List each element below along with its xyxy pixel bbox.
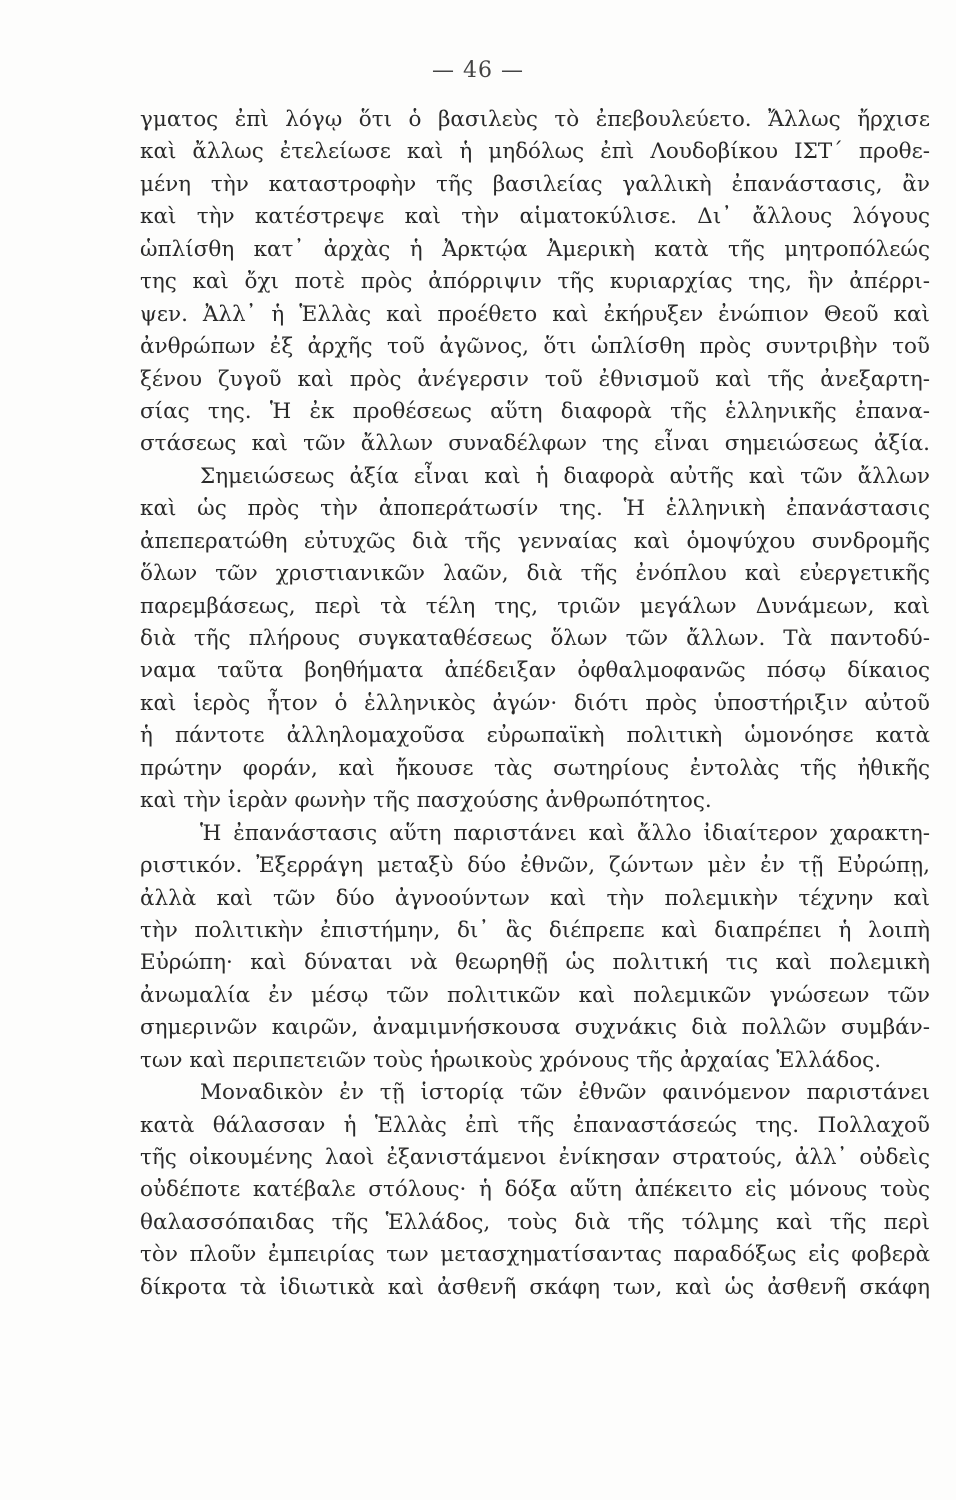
- text-line: των καὶ περιπετειῶν τοὺς ἡρωικοὺς χρόνους τῆς ἀρχαίας Ἑλλάδος.: [140, 1047, 882, 1073]
- text-line: διὰ τῆς πλήρους συγκαταθέσεως ὅλων τῶν ἄλλων. Τὰ παντοδύ-: [140, 626, 930, 651]
- text-line: ἀνωμαλία ἐν μέσῳ τῶν πολιτικῶν καὶ πολεμικῶν γνώσεων τῶν: [140, 982, 930, 1008]
- text-line: ἀνθρώπων ἐξ ἀρχῆς τοῦ ἀγῶνος, ὅτι ὡπλίσθη πρὸς συντριβὴν τοῦ: [140, 334, 930, 360]
- text-line: οὐδέποτε κατέβαλε στόλους· ἡ δόξα αὕτη ἀπέκειτο εἰς μόνους τοὺς: [140, 1177, 930, 1203]
- text-line: ἀλλὰ καὶ τῶν δύο ἀγνοούντων καὶ τὴν πολεμικὴν τέχνην καὶ: [140, 885, 930, 911]
- text-line: σημερινῶν καιρῶν, ἀναμιμνήσκουσα συχνάκις διὰ πολλῶν συμβάν-: [140, 1015, 930, 1041]
- text-line: κατὰ θάλασσαν ἡ Ἑλλὰς ἐπὶ τῆς ἐπαναστάσεώς της. Πολλαχοῦ: [140, 1112, 930, 1138]
- text-line: ἡ πάντοτε ἀλληλομαχοῦσα εὐρωπαϊκὴ πολιτικὴ ὡμονόησε κατὰ: [140, 723, 930, 749]
- text-line: καὶ τὴν κατέστρεψε καὶ τὴν αἱματοκύλισε. Δι᾿ ἄλλους λόγους: [140, 204, 930, 230]
- text-line: γματος ἐπὶ λόγῳ ὅτι ὁ βασιλεὺς τὸ ἐπεβουλεύετο. Ἄλλως ἤρχισε: [140, 107, 930, 132]
- text-line: δίκροτα τὰ ἰδιωτικὰ καὶ ἀσθενῆ σκάφη των, καὶ ὡς ἀσθενῆ σκάφη: [140, 1274, 930, 1300]
- text-line: θαλασσόπαιδας τῆς Ἑλλάδος, τοὺς διὰ τῆς τόλμης καὶ τῆς περὶ: [140, 1209, 930, 1235]
- text-line: σίας της. Ἡ ἐκ προθέσεως αὕτη διαφορὰ τῆς ἑλληνικῆς ἐπανα-: [140, 398, 930, 424]
- text-line: παρεμβάσεως, περὶ τὰ τέλη της, τριῶν μεγάλων Δυνάμεων, καὶ: [140, 593, 930, 619]
- text-line: καὶ ἄλλως ἐτελείωσε καὶ ἡ μηδόλως ἐπὶ Λουδοβίκου ΙΣΤ΄ προθε-: [140, 139, 930, 165]
- text-line: τῆς οἰκουμένης λαοὶ ἐξανιστάμενοι ἐνίκησαν στρατούς, ἀλλ᾿ οὐδεὶς: [140, 1145, 930, 1170]
- text-line: ψεν. Ἀλλ᾿ ἡ Ἑλλὰς καὶ προέθετο καὶ ἐκήρυξεν ἐνώπιον Θεοῦ καὶ: [140, 301, 930, 327]
- text-line: Σημειώσεως ἀξία εἶναι καὶ ἡ διαφορὰ αὐτῆς καὶ τῶν ἄλλων: [200, 463, 930, 489]
- text-line: ὡπλίσθη κατ᾿ ἀρχὰς ἡ Ἀρκτῴα Ἀμερικὴ κατὰ τῆς μητροπόλεώς: [140, 236, 930, 262]
- text-line: καὶ τὴν ἱερὰν φωνὴν τῆς πασχούσης ἀνθρωπότητος.: [140, 788, 712, 814]
- text-line: πρώτην φοράν, καὶ ἤκουσε τὰς σωτηρίους ἐντολὰς τῆς ἠθικῆς: [140, 755, 930, 781]
- text-line: Εὐρώπη· καὶ δύναται νὰ θεωρηθῇ ὡς πολιτική τις καὶ πολεμικὴ: [140, 950, 930, 976]
- text-line: ναμα ταῦτα βοηθήματα ἀπέδειξαν ὀφθαλμοφανῶς πόσῳ δίκαιος: [140, 658, 930, 684]
- text-line: Ἡ ἐπανάστασις αὕτη παριστάνει καὶ ἄλλο ἰδιαίτερον χαρακτη-: [200, 820, 930, 846]
- body-text: [140, 104, 930, 1304]
- text-line: τὸν πλοῦν ἐμπειρίας των μετασχηματίσαντας παραδόξως εἰς φοβερὰ: [140, 1242, 930, 1268]
- text-line: ξένου ζυγοῦ καὶ πρὸς ἀνέγερσιν τοῦ ἐθνισμοῦ καὶ τῆς ἀνεξαρτη-: [140, 366, 930, 392]
- text-line: Μοναδικὸν ἐν τῇ ἱστορίᾳ τῶν ἐθνῶν φαινόμενον παριστάνει: [200, 1080, 930, 1106]
- text-line: στάσεως καὶ τῶν ἄλλων συναδέλφων της εἶναι σημειώσεως ἀξία.: [140, 431, 930, 457]
- text-line: ἀπεπερατώθη εὐτυχῶς διὰ τῆς γενναίας καὶ ὁμοψύχου συνδρομῆς: [140, 528, 930, 554]
- text-line: ὅλων τῶν χριστιανικῶν λαῶν, διὰ τῆς ἐνόπλου καὶ εὐεργετικῆς: [140, 561, 930, 587]
- text-line: ριστικόν. Ἐξερράγη μεταξὺ δύο ἐθνῶν, ζώντων μὲν ἐν τῇ Εὐρώπῃ,: [140, 853, 930, 879]
- text-line: της καὶ ὄχι ποτὲ πρὸς ἀπόρριψιν τῆς κυριαρχίας της, ἣν ἀπέρρι-: [140, 269, 930, 295]
- page-number: — 46 —: [432, 58, 524, 83]
- text-line: μένη τὴν καταστροφὴν τῆς βασιλείας γαλλικὴ ἐπανάστασις, ἂν: [140, 171, 930, 197]
- text-line: καὶ ἱερὸς ἦτον ὁ ἑλληνικὸς ἀγών· διότι πρὸς ὑποστήριξιν αὐτοῦ: [140, 690, 930, 716]
- text-line: καὶ ὡς πρὸς τὴν ἀποπεράτωσίν της. Ἡ ἑλληνικὴ ἐπανάστασις: [140, 496, 930, 522]
- text-line: τὴν πολιτικὴν ἐπιστήμην, δι᾿ ἃς διέπρεπε καὶ διαπρέπει ἡ λοιπὴ: [140, 917, 930, 943]
